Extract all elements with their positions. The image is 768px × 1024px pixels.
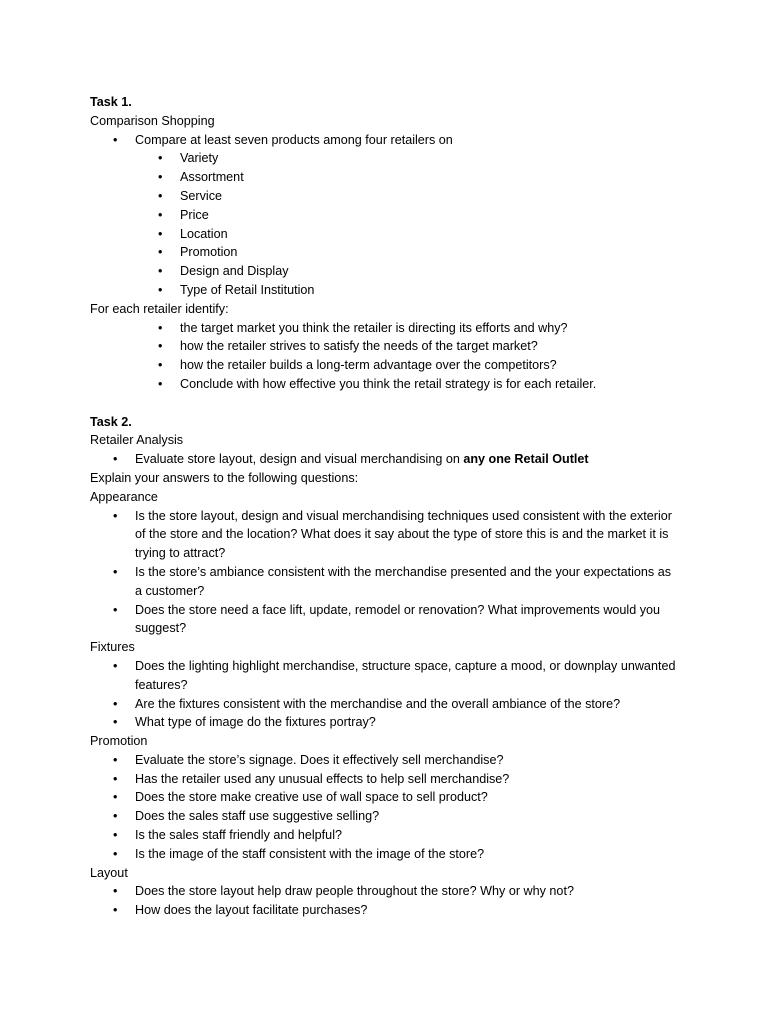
task1-compare-item: • Compare at least seven products among four retailers on <box>135 131 690 150</box>
question-item: • Does the store make creative use of wall space to sell product? <box>135 788 680 807</box>
section-spacer <box>90 394 690 413</box>
criteria-item: • Promotion <box>180 243 690 262</box>
appearance-list <box>90 507 690 639</box>
section-heading-promotion: Promotion <box>90 734 148 749</box>
question-item: • Is the sales staff friendly and helpful? <box>135 826 680 845</box>
criteria-item: • Design and Display <box>180 262 690 281</box>
task2-title: Task 2. <box>90 414 132 429</box>
question-item: • Does the store need a face lift, update, remodel or renovation? What improvements would you suggest? <box>135 601 680 639</box>
promotion-list <box>90 751 690 864</box>
identify-item: • the target market you think the retailer is directing its efforts and why? <box>180 319 690 338</box>
question-item: • Has the retailer used any unusual effects to help sell merchandise? <box>135 770 680 789</box>
task2-evaluate-list <box>90 450 690 469</box>
evaluate-bold-text: any one Retail Outlet <box>463 452 589 467</box>
identify-item: • how the retailer strives to satisfy the needs of the target market? <box>180 337 690 356</box>
task1-title: Task 1. <box>90 95 132 109</box>
task2-evaluate-item <box>135 450 690 469</box>
evaluate-text: Evaluate store layout, design and visual merchandising on <box>135 452 464 467</box>
question-item: • What type of image do the fixtures portray? <box>135 713 680 732</box>
document-page <box>90 93 690 920</box>
task2-subtitle: Retailer Analysis <box>90 433 184 448</box>
question-item: • Is the store’s ambiance consistent with the merchandise presented and the your expectations as a customer? <box>135 563 680 601</box>
identify-item: • Conclude with how effective you think the retail strategy is for each retailer. <box>180 375 690 394</box>
question-item: • Are the fixtures consistent with the merchandise and the overall ambiance of the store? <box>135 695 680 714</box>
identify-item: • how the retailer builds a long-term advantage over the competitors? <box>180 356 690 375</box>
section-heading-appearance: Appearance <box>90 489 158 504</box>
task1-identify-list <box>90 319 690 394</box>
layout-list <box>90 882 690 920</box>
section-heading-layout: Layout <box>90 865 128 880</box>
question-item: • Does the lighting highlight merchandise, structure space, capture a mood, or downplay unwanted features? <box>135 657 680 695</box>
task1-subtitle: Comparison Shopping <box>90 113 215 128</box>
criteria-item: • Price <box>180 206 690 225</box>
criteria-item: • Variety <box>180 149 690 168</box>
question-item: • Does the store layout help draw people throughout the store? Why or why not? <box>135 882 680 901</box>
task1-compare-list <box>90 131 690 150</box>
task2-explain: Explain your answers to the following questions: <box>90 470 359 485</box>
question-item: • Is the store layout, design and visual merchandising techniques used consistent with the exterior of the store and the location? What does it say about the type of store this is and the market it is trying to attract? <box>135 507 680 563</box>
criteria-item: • Location <box>180 225 690 244</box>
question-item: • Does the sales staff use suggestive selling? <box>135 807 680 826</box>
task1-identify-heading: For each retailer identify: <box>90 301 229 316</box>
criteria-item: • Type of Retail Institution <box>180 281 690 300</box>
criteria-item: • Assortment <box>180 168 690 187</box>
task1-criteria-list <box>90 149 690 299</box>
criteria-item: • Service <box>180 187 690 206</box>
section-heading-fixtures: Fixtures <box>90 640 135 655</box>
question-item: • Evaluate the store’s signage. Does it effectively sell merchandise? <box>135 751 680 770</box>
question-item: • How does the layout facilitate purchases? <box>135 901 680 920</box>
fixtures-list <box>90 657 690 732</box>
question-item: • Is the image of the staff consistent with the image of the store? <box>135 845 680 864</box>
